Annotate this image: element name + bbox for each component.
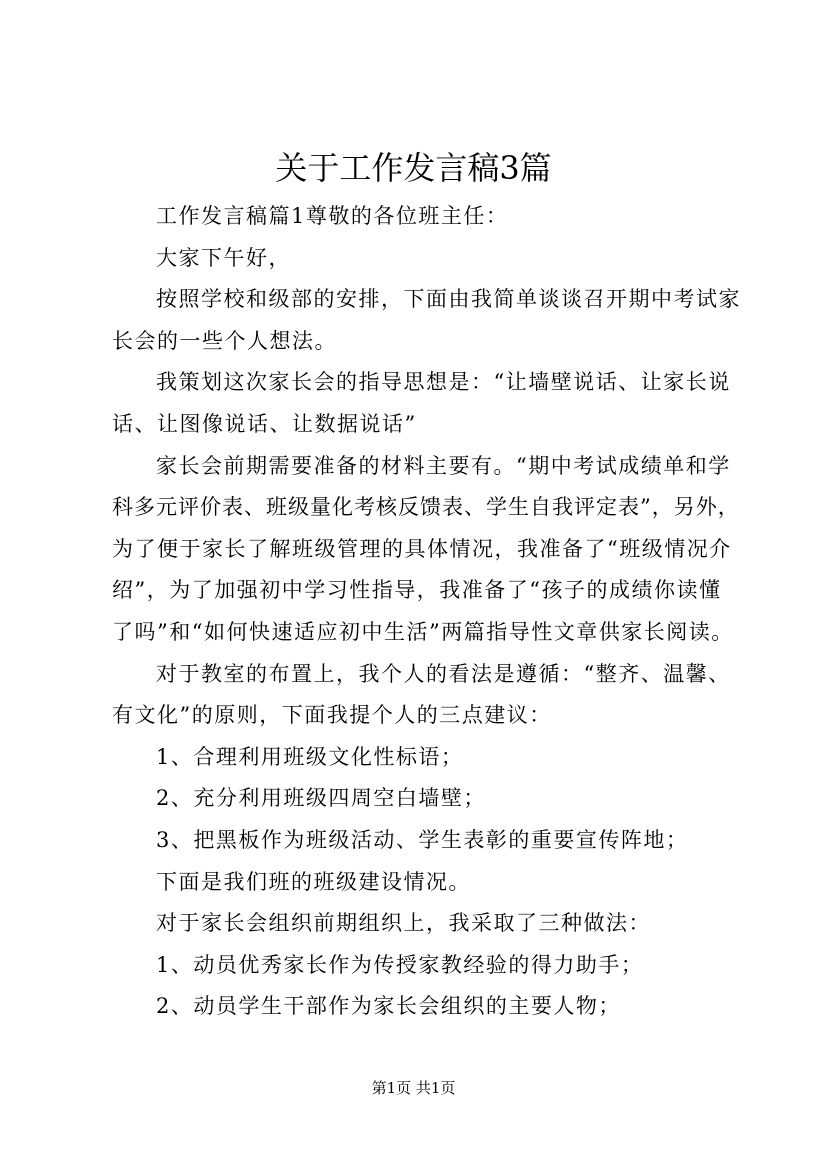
paragraph-line: 对于教室的布置上，我个人的看法是遵循：“整齐、温馨、 xyxy=(156,661,731,686)
document-body xyxy=(112,196,742,1028)
list-item: 2、动员学生干部作为家长会组织的主要人物； xyxy=(156,994,621,1019)
list-item: 3、把黑板作为班级活动、学生表彰的重要宣传阵地； xyxy=(156,827,689,852)
paragraph-line: 话、让图像说话、让数据说话” xyxy=(112,411,417,436)
paragraph-line: 有文化”的原则，下面我提个人的三点建议： xyxy=(112,703,552,728)
paragraph-line: 工作发言稿篇1尊敬的各位班主任： xyxy=(156,204,509,228)
paragraph-line: 长会的一些个人想法。 xyxy=(112,328,337,353)
page-footer: 第1页 共1页 xyxy=(371,1079,456,1097)
list-item: 1、合理利用班级文化性标语； xyxy=(156,744,464,769)
paragraph-line: 绍”，为了加强初中学习性指导，我准备了“孩子的成绩你读懂 xyxy=(112,578,722,603)
paragraph-line: 下面是我们班的班级建设情况。 xyxy=(156,869,471,894)
document-title: 关于工作发言稿3篇 xyxy=(275,149,552,187)
paragraph-line: 大家下午好， xyxy=(156,245,291,270)
list-item: 2、充分利用班级四周空白墙壁； xyxy=(156,786,486,811)
list-item: 1、动员优秀家长作为传授家教经验的得力助手； xyxy=(156,952,644,977)
paragraph-line: 按照学校和级部的安排，下面由我简单谈谈召开期中考试家 xyxy=(156,287,741,312)
paragraph-line: 家长会前期需要准备的材料主要有。“期中考试成绩单和学 xyxy=(156,453,731,478)
paragraph-line: 了吗”和“如何快速适应初中生活”两篇指导性文章供家长阅读。 xyxy=(112,619,734,644)
paragraph-line: 科多元评价表、班级量化考核反馈表、学生自我评定表”，另外， xyxy=(112,495,740,520)
paragraph-line: 为了便于家长了解班级管理的具体情况，我准备了“班级情况介 xyxy=(112,536,732,561)
paragraph-line: 对于家长会组织前期组织上，我采取了三种做法： xyxy=(156,911,651,936)
paragraph-line: 我策划这次家长会的指导思想是：“让墙壁说话、让家长说 xyxy=(156,370,731,395)
